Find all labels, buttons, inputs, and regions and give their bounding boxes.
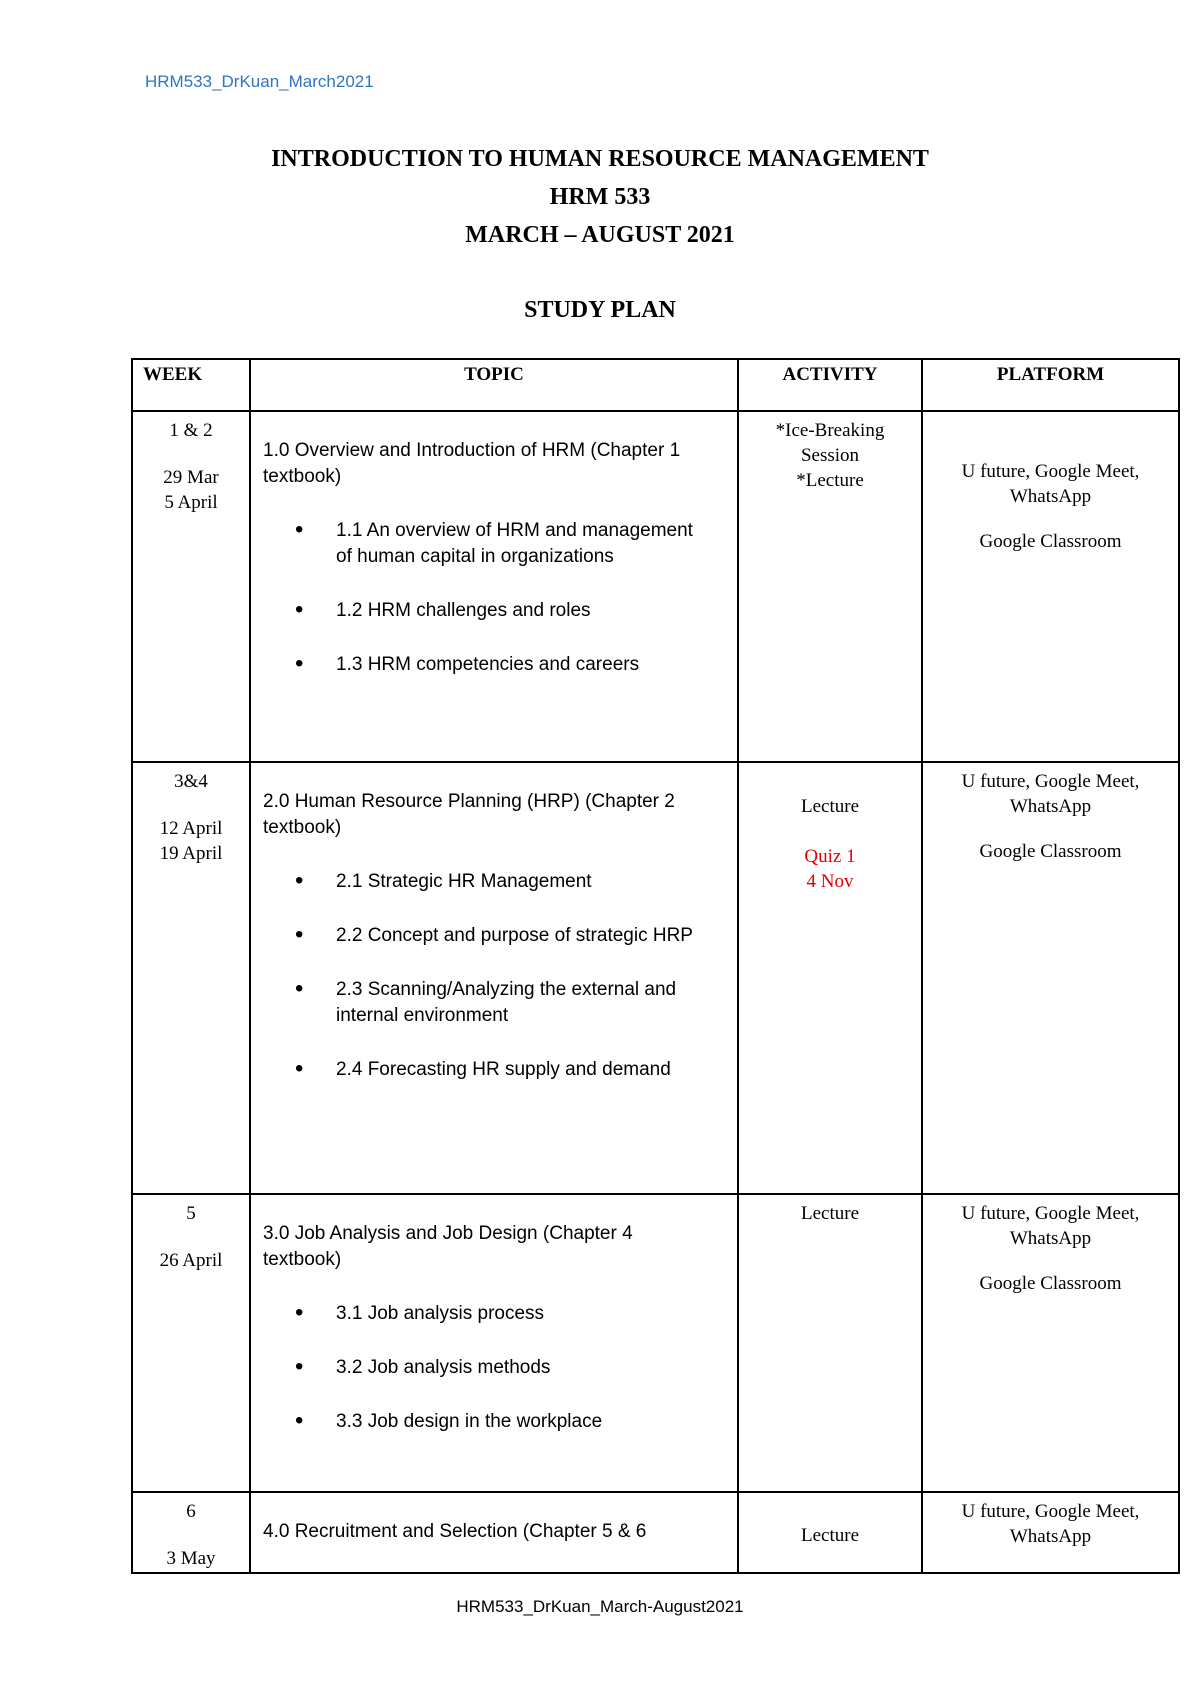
activity-cell	[738, 411, 922, 762]
topic-cell	[250, 411, 738, 762]
document-title-block	[0, 140, 1200, 329]
activity-item: *Lecture	[796, 470, 864, 491]
week-cell	[132, 762, 250, 1194]
quiz-date: 4 Nov	[806, 871, 854, 892]
list-item: • 2.4 Forecasting HR supply and demand	[263, 1057, 709, 1083]
quiz-label: Quiz 1	[804, 846, 856, 867]
activity-cell	[738, 1492, 922, 1573]
week-date: 3 May	[166, 1548, 216, 1569]
platform-cell	[922, 762, 1179, 1194]
subtopic-list	[263, 1301, 709, 1435]
week-cell	[132, 1194, 250, 1492]
activity-item: Lecture	[800, 796, 859, 817]
list-item: • 3.1 Job analysis process	[263, 1301, 709, 1327]
platform-classroom: Google Classroom	[979, 841, 1122, 862]
list-item: • 3.3 Job design in the workplace	[263, 1409, 709, 1435]
platform-list: U future, Google Meet, WhatsApp	[961, 1203, 1140, 1249]
week-number: 1 & 2	[169, 420, 213, 441]
table-header-row	[132, 359, 1179, 411]
header-activity: ACTIVITY	[738, 359, 922, 411]
subtopic-list	[263, 518, 709, 678]
week-date: 5 April	[164, 492, 218, 513]
week-date: 12 April	[159, 818, 223, 839]
platform-classroom: Google Classroom	[979, 1273, 1122, 1294]
activity-cell	[738, 762, 922, 1194]
topic-title: 3.0 Job Analysis and Job Design (Chapter 4 textbook)	[263, 1223, 633, 1270]
topic-cell	[250, 1194, 738, 1492]
activity-item: *Ice-Breaking Session	[775, 420, 885, 466]
table-row	[132, 762, 1179, 1194]
week-date: 26 April	[159, 1250, 223, 1271]
week-number: 3&4	[174, 771, 208, 792]
week-number: 5	[186, 1203, 196, 1224]
topic-title: 1.0 Overview and Introduction of HRM (Chapter 1 textbook)	[263, 440, 681, 487]
table-row	[132, 1492, 1179, 1573]
week-cell	[132, 411, 250, 762]
activity-item: Lecture	[800, 1525, 859, 1546]
topic-title: 2.0 Human Resource Planning (HRP) (Chapter 2 textbook)	[263, 791, 675, 838]
topic-title: 4.0 Recruitment and Selection (Chapter 5 & 6	[263, 1521, 647, 1542]
week-date: 29 Mar	[163, 467, 219, 488]
list-item: • 2.3 Scanning/Analyzing the external and internal environment	[263, 977, 709, 1029]
platform-list: U future, Google Meet, WhatsApp	[961, 771, 1140, 817]
header-tag: HRM533_DrKuan_March2021	[145, 72, 374, 91]
week-cell	[132, 1492, 250, 1573]
topic-cell	[250, 1492, 738, 1573]
topic-cell	[250, 762, 738, 1194]
course-code: HRM 533	[549, 184, 651, 210]
activity-item: Lecture	[800, 1203, 859, 1224]
course-title: INTRODUCTION TO HUMAN RESOURCE MANAGEMENT	[271, 146, 929, 172]
week-number: 6	[186, 1501, 196, 1522]
platform-cell	[922, 1492, 1179, 1573]
header-topic: TOPIC	[250, 359, 738, 411]
week-date: 19 April	[159, 843, 223, 864]
list-item: • 1.2 HRM challenges and roles	[263, 598, 709, 624]
table-row	[132, 411, 1179, 762]
platform-list: U future, Google Meet, WhatsApp	[961, 461, 1140, 507]
list-item: • 2.2 Concept and purpose of strategic HRP	[263, 923, 709, 949]
list-item: • 1.1 An overview of HRM and management of human capital in organizations	[263, 518, 709, 570]
study-plan-table	[131, 358, 1180, 1574]
study-plan-heading: STUDY PLAN	[524, 297, 676, 323]
list-item: • 3.2 Job analysis methods	[263, 1355, 709, 1381]
list-item: • 2.1 Strategic HR Management	[263, 869, 709, 895]
activity-cell	[738, 1194, 922, 1492]
subtopic-list	[263, 869, 709, 1083]
semester: MARCH – AUGUST 2021	[465, 222, 735, 248]
platform-cell	[922, 1194, 1179, 1492]
table-row	[132, 1194, 1179, 1492]
platform-cell	[922, 411, 1179, 762]
platform-classroom: Google Classroom	[979, 531, 1122, 552]
header-platform: PLATFORM	[922, 359, 1179, 411]
page-footer: HRM533_DrKuan_March-August2021	[456, 1597, 744, 1616]
platform-list: U future, Google Meet, WhatsApp	[961, 1501, 1140, 1547]
list-item: • 1.3 HRM competencies and careers	[263, 652, 709, 678]
header-week: WEEK	[132, 359, 250, 411]
